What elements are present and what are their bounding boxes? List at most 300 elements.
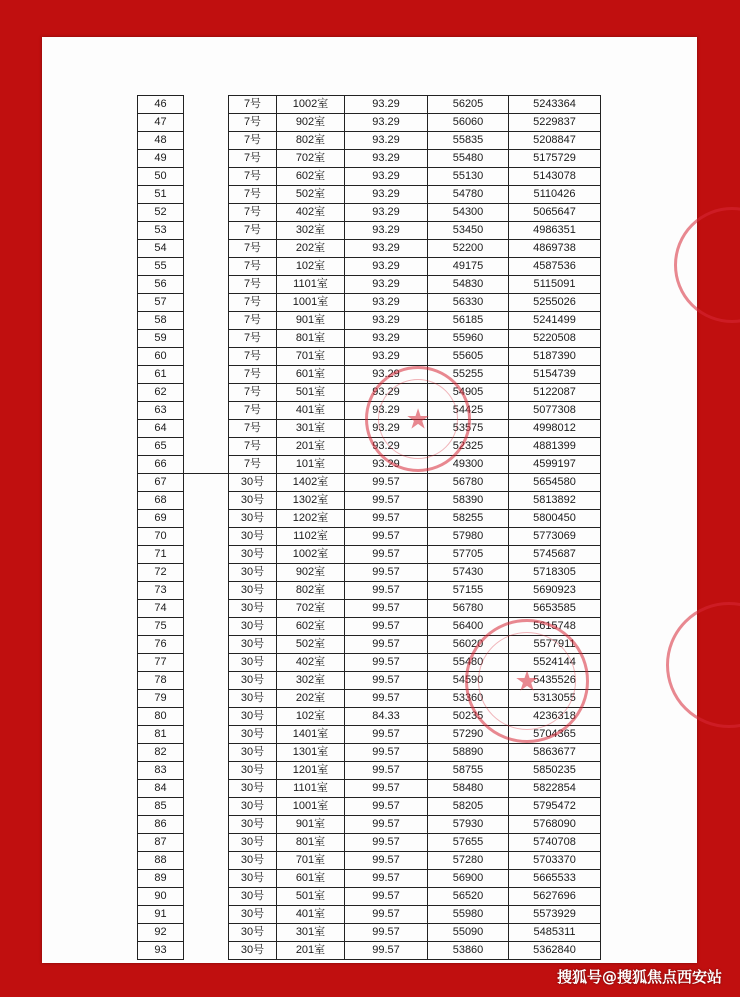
cell-building: 30号 (229, 582, 277, 600)
cell-gap (184, 726, 229, 744)
cell-unit-price: 58390 (428, 492, 509, 510)
cell-total-price: 5485311 (509, 924, 601, 942)
cell-room: 202室 (277, 240, 345, 258)
cell-gap (184, 312, 229, 330)
cell-building: 30号 (229, 600, 277, 618)
table-row (138, 852, 601, 870)
cell-building: 30号 (229, 672, 277, 690)
cell-unit-price: 54425 (428, 402, 509, 420)
cell-total-price: 5220508 (509, 330, 601, 348)
cell-gap (184, 798, 229, 816)
cell-area: 84.33 (345, 708, 428, 726)
cell-unit-price: 49300 (428, 456, 509, 474)
table-row (138, 780, 601, 798)
table-row (138, 582, 601, 600)
cell-unit-price: 58480 (428, 780, 509, 798)
cell-total-price: 5665533 (509, 870, 601, 888)
cell-total-price: 5822854 (509, 780, 601, 798)
cell-number: 66 (138, 456, 184, 474)
cell-room: 501室 (277, 888, 345, 906)
cell-room: 201室 (277, 438, 345, 456)
cell-total-price: 5077308 (509, 402, 601, 420)
cell-area: 99.57 (345, 528, 428, 546)
cell-unit-price: 57980 (428, 528, 509, 546)
cell-total-price: 5740708 (509, 834, 601, 852)
cell-building: 7号 (229, 168, 277, 186)
table-row (138, 942, 601, 960)
cell-number: 63 (138, 402, 184, 420)
cell-room: 1302室 (277, 492, 345, 510)
cell-total-price: 5745687 (509, 546, 601, 564)
cell-room: 102室 (277, 708, 345, 726)
cell-number: 55 (138, 258, 184, 276)
cell-unit-price: 55480 (428, 150, 509, 168)
cell-total-price: 5143078 (509, 168, 601, 186)
cell-unit-price: 53360 (428, 690, 509, 708)
cell-building: 30号 (229, 636, 277, 654)
cell-building: 7号 (229, 438, 277, 456)
cell-gap (184, 114, 229, 132)
cell-room: 901室 (277, 816, 345, 834)
cell-number: 78 (138, 672, 184, 690)
cell-room: 1402室 (277, 474, 345, 492)
cell-room: 201室 (277, 942, 345, 960)
cell-unit-price: 53450 (428, 222, 509, 240)
cell-gap (184, 582, 229, 600)
cell-total-price: 5704365 (509, 726, 601, 744)
cell-area: 99.57 (345, 942, 428, 960)
cell-number: 49 (138, 150, 184, 168)
price-table (137, 95, 601, 960)
cell-number: 68 (138, 492, 184, 510)
cell-number: 64 (138, 420, 184, 438)
cell-unit-price: 55255 (428, 366, 509, 384)
cell-gap (184, 258, 229, 276)
cell-area: 99.57 (345, 672, 428, 690)
cell-unit-price: 56780 (428, 474, 509, 492)
seal-star-icon: ★ (514, 664, 540, 698)
cell-area: 99.57 (345, 474, 428, 492)
cell-unit-price: 58755 (428, 762, 509, 780)
cell-area: 99.57 (345, 492, 428, 510)
table-row (138, 672, 601, 690)
seal-stamp-edge-lower (666, 602, 740, 728)
cell-gap (184, 384, 229, 402)
cell-unit-price: 56900 (428, 870, 509, 888)
cell-area: 93.29 (345, 132, 428, 150)
cell-gap (184, 366, 229, 384)
cell-area: 93.29 (345, 330, 428, 348)
cell-gap (184, 510, 229, 528)
cell-gap (184, 276, 229, 294)
cell-area: 99.57 (345, 546, 428, 564)
cell-room: 902室 (277, 114, 345, 132)
table-row (138, 456, 601, 474)
cell-total-price: 5863677 (509, 744, 601, 762)
cell-area: 99.57 (345, 582, 428, 600)
cell-unit-price: 56205 (428, 96, 509, 114)
cell-area: 99.57 (345, 780, 428, 798)
table-row (138, 132, 601, 150)
cell-gap (184, 204, 229, 222)
table-row (138, 258, 601, 276)
cell-number: 88 (138, 852, 184, 870)
cell-number: 65 (138, 438, 184, 456)
cell-area: 99.57 (345, 636, 428, 654)
seal-stamp-edge-upper (674, 207, 740, 323)
cell-area: 99.57 (345, 564, 428, 582)
cell-number: 53 (138, 222, 184, 240)
cell-area: 99.57 (345, 654, 428, 672)
table-row (138, 222, 601, 240)
cell-building: 30号 (229, 852, 277, 870)
table-row (138, 384, 601, 402)
cell-area: 93.29 (345, 312, 428, 330)
cell-area: 93.29 (345, 240, 428, 258)
cell-total-price: 5795472 (509, 798, 601, 816)
cell-unit-price: 58205 (428, 798, 509, 816)
cell-area: 93.29 (345, 114, 428, 132)
cell-room: 1201室 (277, 762, 345, 780)
cell-number: 71 (138, 546, 184, 564)
cell-area: 93.29 (345, 150, 428, 168)
cell-number: 72 (138, 564, 184, 582)
cell-number: 85 (138, 798, 184, 816)
cell-number: 87 (138, 834, 184, 852)
cell-number: 77 (138, 654, 184, 672)
cell-unit-price: 57655 (428, 834, 509, 852)
table-row (138, 204, 601, 222)
table-row (138, 402, 601, 420)
cell-number: 61 (138, 366, 184, 384)
cell-building: 7号 (229, 132, 277, 150)
cell-gap (184, 474, 229, 492)
cell-building: 7号 (229, 222, 277, 240)
cell-gap (184, 240, 229, 258)
cell-room: 1001室 (277, 294, 345, 312)
cell-unit-price: 55480 (428, 654, 509, 672)
cell-building: 7号 (229, 420, 277, 438)
cell-total-price: 4236318 (509, 708, 601, 726)
cell-gap (184, 690, 229, 708)
cell-room: 102室 (277, 258, 345, 276)
cell-area: 99.57 (345, 870, 428, 888)
cell-gap (184, 744, 229, 762)
cell-total-price: 5154739 (509, 366, 601, 384)
cell-number: 69 (138, 510, 184, 528)
cell-building: 30号 (229, 654, 277, 672)
cell-room: 801室 (277, 834, 345, 852)
table-row (138, 240, 601, 258)
cell-number: 47 (138, 114, 184, 132)
table-row (138, 294, 601, 312)
cell-room: 601室 (277, 870, 345, 888)
cell-number: 58 (138, 312, 184, 330)
cell-number: 79 (138, 690, 184, 708)
cell-building: 7号 (229, 366, 277, 384)
cell-gap (184, 852, 229, 870)
cell-number: 82 (138, 744, 184, 762)
cell-number: 73 (138, 582, 184, 600)
cell-unit-price: 56400 (428, 618, 509, 636)
cell-total-price: 4599197 (509, 456, 601, 474)
cell-number: 83 (138, 762, 184, 780)
cell-building: 30号 (229, 492, 277, 510)
cell-unit-price: 52200 (428, 240, 509, 258)
cell-building: 30号 (229, 780, 277, 798)
table-row (138, 492, 601, 510)
cell-number: 91 (138, 906, 184, 924)
table-row (138, 690, 601, 708)
cell-total-price: 5773069 (509, 528, 601, 546)
cell-gap (184, 672, 229, 690)
cell-unit-price: 56020 (428, 636, 509, 654)
cell-unit-price: 57155 (428, 582, 509, 600)
table-row (138, 168, 601, 186)
table-row (138, 348, 601, 366)
cell-total-price: 5110426 (509, 186, 601, 204)
cell-building: 7号 (229, 312, 277, 330)
cell-number: 92 (138, 924, 184, 942)
cell-total-price: 5577911 (509, 636, 601, 654)
cell-total-price: 5690923 (509, 582, 601, 600)
cell-room: 801室 (277, 330, 345, 348)
cell-total-price: 5850235 (509, 762, 601, 780)
cell-area: 99.57 (345, 510, 428, 528)
cell-room: 302室 (277, 222, 345, 240)
cell-room: 702室 (277, 600, 345, 618)
cell-number: 50 (138, 168, 184, 186)
cell-room: 1301室 (277, 744, 345, 762)
cell-unit-price: 55980 (428, 906, 509, 924)
table-row (138, 564, 601, 582)
cell-room: 702室 (277, 150, 345, 168)
cell-building: 30号 (229, 870, 277, 888)
cell-total-price: 4986351 (509, 222, 601, 240)
cell-area: 93.29 (345, 384, 428, 402)
cell-gap (184, 528, 229, 546)
cell-room: 1102室 (277, 528, 345, 546)
cell-gap (184, 402, 229, 420)
cell-building: 30号 (229, 546, 277, 564)
table-row (138, 276, 601, 294)
table-row (138, 114, 601, 132)
cell-unit-price: 54300 (428, 204, 509, 222)
cell-building: 30号 (229, 834, 277, 852)
table-row (138, 762, 601, 780)
cell-room: 1101室 (277, 780, 345, 798)
cell-number: 46 (138, 96, 184, 114)
cell-number: 67 (138, 474, 184, 492)
cell-number: 93 (138, 942, 184, 960)
table-row (138, 726, 601, 744)
table-row (138, 510, 601, 528)
cell-building: 30号 (229, 726, 277, 744)
cell-gap (184, 546, 229, 564)
cell-area: 93.29 (345, 348, 428, 366)
cell-unit-price: 53575 (428, 420, 509, 438)
table-row (138, 708, 601, 726)
cell-total-price: 5187390 (509, 348, 601, 366)
cell-total-price: 5229837 (509, 114, 601, 132)
cell-number: 56 (138, 276, 184, 294)
cell-area: 93.29 (345, 438, 428, 456)
cell-total-price: 5362840 (509, 942, 601, 960)
cell-gap (184, 924, 229, 942)
cell-total-price: 5243364 (509, 96, 601, 114)
cell-unit-price: 53860 (428, 942, 509, 960)
cell-number: 52 (138, 204, 184, 222)
cell-number: 54 (138, 240, 184, 258)
cell-gap (184, 348, 229, 366)
table-row (138, 546, 601, 564)
cell-number: 84 (138, 780, 184, 798)
cell-total-price: 5122087 (509, 384, 601, 402)
cell-unit-price: 57930 (428, 816, 509, 834)
cell-total-price: 5313055 (509, 690, 601, 708)
cell-gap (184, 150, 229, 168)
cell-unit-price: 58255 (428, 510, 509, 528)
cell-room: 701室 (277, 348, 345, 366)
cell-building: 7号 (229, 258, 277, 276)
cell-building: 7号 (229, 402, 277, 420)
cell-building: 30号 (229, 474, 277, 492)
cell-room: 502室 (277, 186, 345, 204)
cell-room: 502室 (277, 636, 345, 654)
cell-unit-price: 56185 (428, 312, 509, 330)
cell-total-price: 5175729 (509, 150, 601, 168)
cell-area: 99.57 (345, 618, 428, 636)
cell-room: 401室 (277, 906, 345, 924)
cell-area: 99.57 (345, 762, 428, 780)
table-row (138, 798, 601, 816)
cell-unit-price: 52325 (428, 438, 509, 456)
cell-total-price: 5800450 (509, 510, 601, 528)
table-row (138, 96, 601, 114)
table-row (138, 906, 601, 924)
table-row (138, 438, 601, 456)
cell-room: 302室 (277, 672, 345, 690)
table-row (138, 312, 601, 330)
cell-area: 99.57 (345, 852, 428, 870)
cell-gap (184, 618, 229, 636)
cell-unit-price: 57705 (428, 546, 509, 564)
cell-total-price: 5627696 (509, 888, 601, 906)
cell-room: 101室 (277, 456, 345, 474)
cell-building: 30号 (229, 924, 277, 942)
cell-unit-price: 57280 (428, 852, 509, 870)
cell-area: 93.29 (345, 168, 428, 186)
cell-room: 1101室 (277, 276, 345, 294)
cell-area: 99.57 (345, 906, 428, 924)
cell-number: 70 (138, 528, 184, 546)
cell-area: 93.29 (345, 204, 428, 222)
cell-total-price: 5065647 (509, 204, 601, 222)
table-row (138, 834, 601, 852)
cell-unit-price: 49175 (428, 258, 509, 276)
cell-number: 90 (138, 888, 184, 906)
cell-gap (184, 564, 229, 582)
cell-gap (184, 942, 229, 960)
cell-gap (184, 834, 229, 852)
cell-building: 30号 (229, 510, 277, 528)
cell-gap (184, 420, 229, 438)
cell-gap (184, 870, 229, 888)
table-row (138, 330, 601, 348)
cell-room: 301室 (277, 420, 345, 438)
cell-room: 601室 (277, 366, 345, 384)
cell-total-price: 5208847 (509, 132, 601, 150)
cell-unit-price: 54830 (428, 276, 509, 294)
cell-building: 7号 (229, 384, 277, 402)
cell-total-price: 5524144 (509, 654, 601, 672)
cell-area: 99.57 (345, 726, 428, 744)
cell-room: 501室 (277, 384, 345, 402)
cell-gap (184, 888, 229, 906)
table-row (138, 654, 601, 672)
cell-room: 602室 (277, 168, 345, 186)
cell-number: 80 (138, 708, 184, 726)
cell-area: 99.57 (345, 816, 428, 834)
cell-number: 74 (138, 600, 184, 618)
cell-room: 301室 (277, 924, 345, 942)
cell-building: 30号 (229, 708, 277, 726)
cell-unit-price: 55605 (428, 348, 509, 366)
cell-total-price: 5768090 (509, 816, 601, 834)
table-row (138, 150, 601, 168)
cell-room: 402室 (277, 204, 345, 222)
cell-gap (184, 636, 229, 654)
cell-gap (184, 456, 229, 474)
cell-area: 99.57 (345, 690, 428, 708)
table-row (138, 816, 601, 834)
cell-unit-price: 54780 (428, 186, 509, 204)
cell-total-price: 4998012 (509, 420, 601, 438)
cell-unit-price: 55090 (428, 924, 509, 942)
cell-room: 902室 (277, 564, 345, 582)
cell-unit-price: 57290 (428, 726, 509, 744)
table-row (138, 366, 601, 384)
cell-building: 30号 (229, 528, 277, 546)
cell-number: 57 (138, 294, 184, 312)
cell-unit-price: 50235 (428, 708, 509, 726)
cell-building: 30号 (229, 744, 277, 762)
table-row (138, 870, 601, 888)
source-watermark: 搜狐号@搜狐焦点西安站 (556, 968, 722, 986)
cell-area: 99.57 (345, 600, 428, 618)
cell-building: 30号 (229, 618, 277, 636)
cell-gap (184, 96, 229, 114)
cell-area: 93.29 (345, 222, 428, 240)
cell-area: 99.57 (345, 798, 428, 816)
cell-building: 7号 (229, 348, 277, 366)
cell-total-price: 5115091 (509, 276, 601, 294)
table-row (138, 186, 601, 204)
cell-building: 7号 (229, 240, 277, 258)
cell-room: 1002室 (277, 96, 345, 114)
cell-total-price: 5703370 (509, 852, 601, 870)
cell-unit-price: 55960 (428, 330, 509, 348)
cell-gap (184, 780, 229, 798)
cell-room: 1001室 (277, 798, 345, 816)
cell-number: 76 (138, 636, 184, 654)
cell-gap (184, 906, 229, 924)
cell-gap (184, 492, 229, 510)
cell-number: 75 (138, 618, 184, 636)
cell-total-price: 5654580 (509, 474, 601, 492)
cell-gap (184, 222, 229, 240)
cell-gap (184, 294, 229, 312)
